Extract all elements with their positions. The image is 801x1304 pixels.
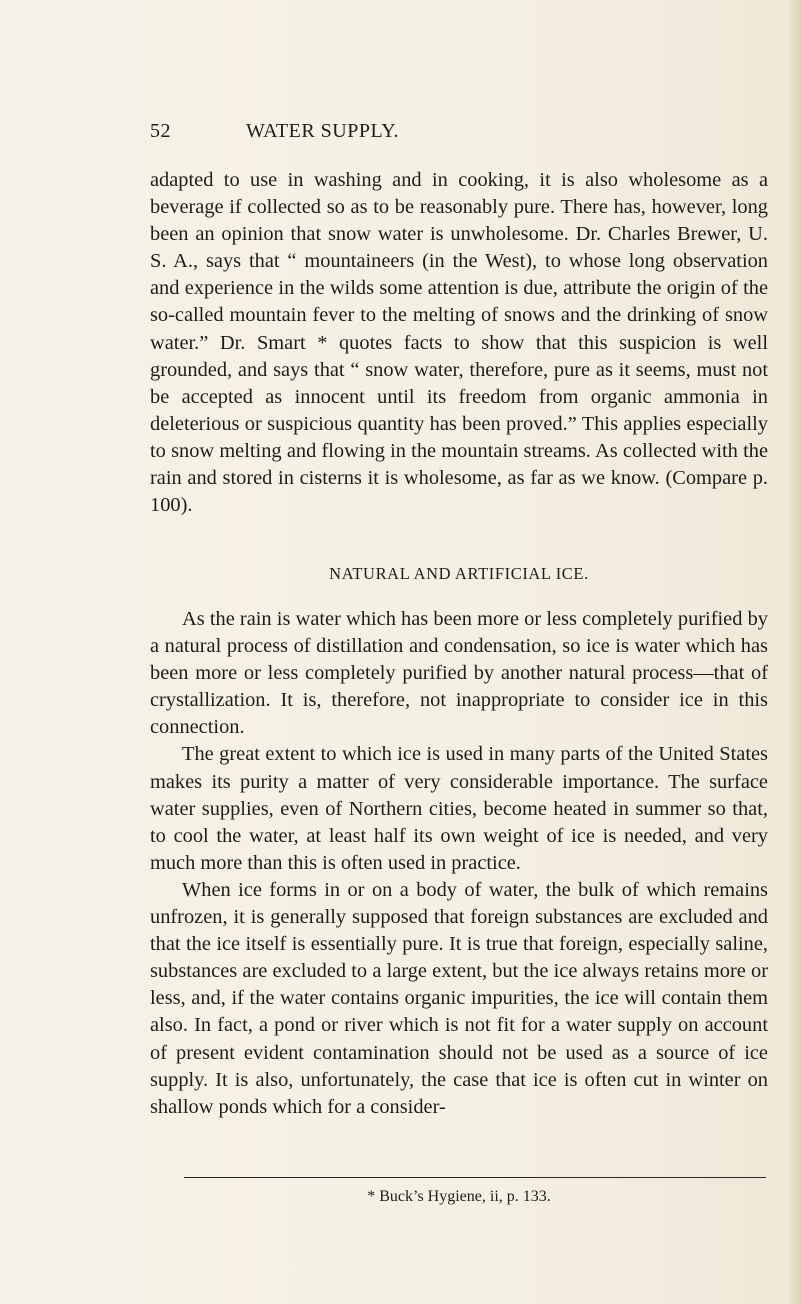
paragraph-snow-water: adapted to use in washing and in cooking, it is also wholesome as a beverage if collected so as to be reasonably pure. There has, however, long been an opinion that snow water is unwholesome. Dr. Charles Brewer, U. S. A., says that “ mountaineers (in the West), to whose long observation and experience in the wilds some attention is due, attribute the origin of the so-called mountain fever to the melting of snows and the drinking of snow water.” Dr. Smart * quotes facts to show that this suspicion is well grounded, and says that “ snow water, therefore, pure as it seems, must not be accepted as innocent until its freedom from organic ammonia in deleterious or suspicious quantity has been proved.” This applies especially to snow melting and flowing in the mountain streams. As collected with the rain and stored in cisterns it is wholesome, as far as we know. (Compare p. 100). bbox=[150, 169, 768, 517]
section-heading: NATURAL AND ARTIFICIAL ICE. bbox=[329, 564, 589, 583]
running-head: WATER SUPPLY. bbox=[246, 120, 400, 142]
body-text-top bbox=[150, 167, 768, 519]
paragraph-ice-purification: As the rain is water which has been more or less completely purified by a natural process of distillation and condensation, so ice is water which has been more or less completely purified by another natural process—that of crystallization. It is, therefore, not inappropriate to consider ice in this connection. bbox=[150, 608, 768, 739]
paragraph-ice-impurities: When ice forms in or on a body of water, the bulk of which remains unfrozen, it is generally supposed that foreign substances are excluded and that the ice itself is essentially pure. It is true that foreign, especially saline, substances are excluded to a large extent, but the ice always retains more or less, and, if the water contains organic impurities, the ice will contain them also. In fact, a pond or river which is not fit for a water supply on account of present evident contamination should not be used as a source of ice supply. It is also, unfortunately, the case that ice is often cut in winter on shallow ponds which for a consider- bbox=[150, 878, 768, 1118]
footnote: * Buck’s Hygiene, ii, p. 133. bbox=[367, 1188, 551, 1205]
footnote-divider bbox=[184, 1177, 766, 1178]
paragraph-ice-usage: The great extent to which ice is used in many parts of the United States makes its purity a matter of very considerable importance. The surface water supplies, even of Northern cities, become heated in summer so that, to cool the water, at least half its own weight of ice is needed, and very much more than this is often used in practice. bbox=[150, 743, 768, 874]
page-edge-shadow bbox=[787, 0, 801, 1304]
page-header bbox=[150, 120, 770, 150]
body-text-ice bbox=[150, 606, 768, 1121]
page-number: 52 bbox=[150, 120, 171, 142]
